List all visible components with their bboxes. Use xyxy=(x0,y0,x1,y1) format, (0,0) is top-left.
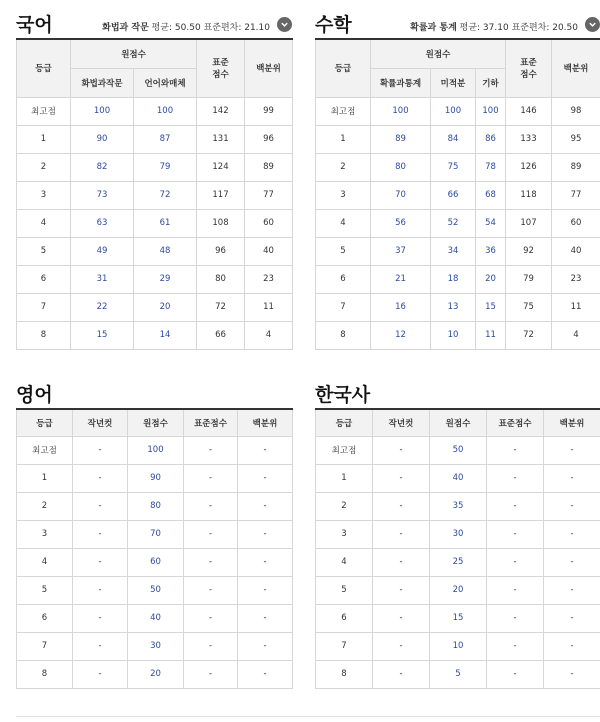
cell: 108 xyxy=(197,209,245,237)
cell: - xyxy=(238,548,293,576)
cell: - xyxy=(73,660,128,688)
cell: 96 xyxy=(245,125,293,153)
cell: - xyxy=(184,520,238,548)
table-row xyxy=(316,153,600,181)
grade-cell: 4 xyxy=(316,209,371,237)
cell: - xyxy=(238,492,293,520)
raw-score-cell: 100 xyxy=(71,97,134,125)
table-row xyxy=(316,492,600,520)
cell: 23 xyxy=(552,265,600,293)
table-row xyxy=(316,632,600,660)
raw-score-cell: 30 xyxy=(430,520,487,548)
raw-score-cell: 68 xyxy=(476,181,506,209)
stat-label: 화법과 작문 xyxy=(102,23,149,33)
raw-score-cell: 72 xyxy=(134,181,197,209)
raw-score-cell: 15 xyxy=(71,321,134,349)
cell: - xyxy=(238,576,293,604)
english-table xyxy=(16,408,293,689)
expand-toggle-button[interactable] xyxy=(585,17,600,32)
header-std: 표준 점수 xyxy=(506,39,552,97)
raw-score-cell: 50 xyxy=(430,436,487,464)
raw-score-cell: 73 xyxy=(71,181,134,209)
cell: - xyxy=(487,520,544,548)
grade-cell: 3 xyxy=(316,181,371,209)
table-row xyxy=(17,660,293,688)
cell: 60 xyxy=(552,209,600,237)
korean-table xyxy=(16,38,293,350)
cell: - xyxy=(544,604,600,632)
raw-score-cell: 100 xyxy=(128,436,184,464)
korean-stats xyxy=(102,20,270,33)
table-row xyxy=(17,293,293,321)
header-raw: 원점수 xyxy=(430,409,487,436)
raw-score-cell: 84 xyxy=(431,125,476,153)
table-row xyxy=(17,265,293,293)
stat-text: 평균: 50.50 표준편차: 21.10 xyxy=(151,23,270,33)
raw-score-cell: 36 xyxy=(476,237,506,265)
raw-score-cell: 10 xyxy=(431,321,476,349)
table-row xyxy=(17,492,293,520)
table-row xyxy=(316,660,600,688)
grade-cell: 3 xyxy=(17,181,71,209)
raw-score-cell: 25 xyxy=(430,548,487,576)
cell: 92 xyxy=(506,237,552,265)
cell: - xyxy=(544,576,600,604)
grade-cell: 최고점 xyxy=(17,97,71,125)
grade-cell: 4 xyxy=(316,548,373,576)
cell: - xyxy=(73,632,128,660)
raw-score-cell: 20 xyxy=(430,576,487,604)
raw-score-cell: 79 xyxy=(134,153,197,181)
raw-score-cell: 29 xyxy=(134,265,197,293)
raw-score-cell: 90 xyxy=(71,125,134,153)
raw-score-cell: 10 xyxy=(430,632,487,660)
raw-score-cell: 20 xyxy=(476,265,506,293)
section-title: 영어 xyxy=(16,384,53,406)
header-raw: 원점수 xyxy=(71,39,197,68)
math-table-body xyxy=(316,97,600,349)
grade-cell: 1 xyxy=(17,125,71,153)
cell: 4 xyxy=(245,321,293,349)
cell: - xyxy=(73,492,128,520)
cell: - xyxy=(373,632,430,660)
stat-label: 확률과 통계 xyxy=(410,23,457,33)
grade-cell: 1 xyxy=(17,464,73,492)
cell: - xyxy=(73,548,128,576)
raw-score-cell: 56 xyxy=(371,209,431,237)
grade-cell: 3 xyxy=(316,520,373,548)
table-row xyxy=(316,520,600,548)
raw-score-cell: 21 xyxy=(371,265,431,293)
cell: - xyxy=(184,436,238,464)
korean-section xyxy=(16,8,292,350)
expand-toggle-button[interactable] xyxy=(277,17,292,32)
cell: 131 xyxy=(197,125,245,153)
raw-score-cell: 40 xyxy=(128,604,184,632)
cell: 40 xyxy=(552,237,600,265)
raw-score-cell: 15 xyxy=(430,604,487,632)
grade-cell: 5 xyxy=(316,576,373,604)
cell: - xyxy=(238,436,293,464)
header-grade: 등급 xyxy=(316,409,373,436)
cell: - xyxy=(184,604,238,632)
raw-score-cell: 80 xyxy=(371,153,431,181)
cell: - xyxy=(544,520,600,548)
grade-cell: 1 xyxy=(316,125,371,153)
header-pct: 백분위 xyxy=(238,409,293,436)
chevron-down-icon xyxy=(280,20,289,29)
grade-cell: 1 xyxy=(316,464,373,492)
history-table xyxy=(315,408,600,689)
header-pct: 백분위 xyxy=(245,39,293,97)
cell: 95 xyxy=(552,125,600,153)
cell: - xyxy=(238,464,293,492)
cell: - xyxy=(373,436,430,464)
grade-cell: 최고점 xyxy=(316,436,373,464)
korean-header xyxy=(16,8,292,38)
cell: 118 xyxy=(506,181,552,209)
grade-cell: 2 xyxy=(316,153,371,181)
section-title: 국어 xyxy=(16,14,53,36)
chevron-down-icon xyxy=(588,20,597,29)
cell: 11 xyxy=(245,293,293,321)
grade-cell: 2 xyxy=(17,153,71,181)
raw-score-cell: 54 xyxy=(476,209,506,237)
grade-cell: 7 xyxy=(17,293,71,321)
math-table xyxy=(315,38,600,350)
cell: 133 xyxy=(506,125,552,153)
table-row xyxy=(17,209,293,237)
grade-cell: 최고점 xyxy=(17,436,73,464)
grade-cell: 2 xyxy=(316,492,373,520)
table-row xyxy=(316,436,600,464)
cell: - xyxy=(487,548,544,576)
raw-score-cell: 90 xyxy=(128,464,184,492)
table-row xyxy=(17,181,293,209)
grade-cell: 6 xyxy=(17,604,73,632)
raw-score-cell: 82 xyxy=(71,153,134,181)
cell: 124 xyxy=(197,153,245,181)
table-row xyxy=(316,181,600,209)
header-std: 표준 점수 xyxy=(197,39,245,97)
raw-score-cell: 86 xyxy=(476,125,506,153)
header-std: 표준점수 xyxy=(184,409,238,436)
cell: - xyxy=(184,576,238,604)
cell: - xyxy=(184,548,238,576)
raw-score-cell: 5 xyxy=(430,660,487,688)
cell: - xyxy=(544,464,600,492)
header-sub-geometry: 기하 xyxy=(476,68,506,97)
header-grade: 등급 xyxy=(316,39,371,97)
raw-score-cell: 70 xyxy=(371,181,431,209)
cell: - xyxy=(487,604,544,632)
cell: - xyxy=(184,660,238,688)
cell: - xyxy=(184,492,238,520)
cell: - xyxy=(184,632,238,660)
cell: - xyxy=(73,576,128,604)
grade-cell: 5 xyxy=(17,237,71,265)
table-row xyxy=(316,576,600,604)
raw-score-cell: 60 xyxy=(128,548,184,576)
raw-score-cell: 80 xyxy=(128,492,184,520)
cell: 126 xyxy=(506,153,552,181)
cell: - xyxy=(73,520,128,548)
cell: - xyxy=(487,492,544,520)
grade-cell: 8 xyxy=(17,660,73,688)
cell: 4 xyxy=(552,321,600,349)
korean-table-body xyxy=(17,97,293,349)
header-last-year-cut: 작년컷 xyxy=(73,409,128,436)
table-row xyxy=(17,97,293,125)
cell: - xyxy=(373,520,430,548)
cell: 77 xyxy=(245,181,293,209)
cell: - xyxy=(487,576,544,604)
raw-score-cell: 70 xyxy=(128,520,184,548)
history-header xyxy=(315,378,600,408)
cell: - xyxy=(487,464,544,492)
grade-cell: 3 xyxy=(17,520,73,548)
english-section xyxy=(16,378,292,689)
header-last-year-cut: 작년컷 xyxy=(373,409,430,436)
header-raw: 원점수 xyxy=(371,39,506,68)
table-row xyxy=(17,237,293,265)
cell: - xyxy=(373,604,430,632)
table-row xyxy=(17,464,293,492)
grade-cell: 최고점 xyxy=(316,97,371,125)
math-stats xyxy=(410,20,578,33)
table-row xyxy=(17,576,293,604)
grade-cell: 4 xyxy=(17,209,71,237)
cell: 96 xyxy=(197,237,245,265)
raw-score-cell: 66 xyxy=(431,181,476,209)
header-sub-language: 언어와매체 xyxy=(134,68,197,97)
raw-score-cell: 35 xyxy=(430,492,487,520)
footer-divider xyxy=(16,716,600,717)
cell: 75 xyxy=(506,293,552,321)
grade-cell: 5 xyxy=(316,237,371,265)
raw-score-cell: 87 xyxy=(134,125,197,153)
cell: - xyxy=(544,436,600,464)
header-sub-calculus: 미적분 xyxy=(431,68,476,97)
cell: - xyxy=(373,548,430,576)
cell: 80 xyxy=(197,265,245,293)
cell: - xyxy=(544,492,600,520)
raw-score-cell: 75 xyxy=(431,153,476,181)
table-row xyxy=(316,125,600,153)
raw-score-cell: 63 xyxy=(71,209,134,237)
english-table-body xyxy=(17,436,293,688)
raw-score-cell: 100 xyxy=(134,97,197,125)
grade-cell: 6 xyxy=(316,604,373,632)
grade-cell: 4 xyxy=(17,548,73,576)
raw-score-cell: 18 xyxy=(431,265,476,293)
table-row xyxy=(17,632,293,660)
history-table-body xyxy=(316,436,600,688)
cell: 107 xyxy=(506,209,552,237)
cell: - xyxy=(238,632,293,660)
raw-score-cell: 22 xyxy=(71,293,134,321)
cell: 146 xyxy=(506,97,552,125)
table-row xyxy=(316,237,600,265)
section-title: 수학 xyxy=(315,14,352,36)
cell: 98 xyxy=(552,97,600,125)
cell: 117 xyxy=(197,181,245,209)
raw-score-cell: 100 xyxy=(431,97,476,125)
cell: 66 xyxy=(197,321,245,349)
cell: - xyxy=(238,520,293,548)
raw-score-cell: 40 xyxy=(430,464,487,492)
header-grade: 등급 xyxy=(17,409,73,436)
raw-score-cell: 48 xyxy=(134,237,197,265)
cell: 60 xyxy=(245,209,293,237)
header-std: 표준점수 xyxy=(487,409,544,436)
raw-score-cell: 37 xyxy=(371,237,431,265)
grade-cell: 7 xyxy=(316,632,373,660)
cell: 23 xyxy=(245,265,293,293)
raw-score-cell: 52 xyxy=(431,209,476,237)
cell: 89 xyxy=(552,153,600,181)
cell: - xyxy=(373,660,430,688)
raw-score-cell: 20 xyxy=(134,293,197,321)
cell: - xyxy=(373,576,430,604)
header-grade: 등급 xyxy=(17,39,71,97)
grade-cell: 2 xyxy=(17,492,73,520)
cell: 89 xyxy=(245,153,293,181)
cell: 11 xyxy=(552,293,600,321)
table-row xyxy=(17,321,293,349)
table-row xyxy=(316,464,600,492)
table-row xyxy=(316,293,600,321)
header-sub-speech: 화법과작문 xyxy=(71,68,134,97)
cell: - xyxy=(373,464,430,492)
section-title: 한국사 xyxy=(315,384,371,406)
cell: 142 xyxy=(197,97,245,125)
grade-cell: 8 xyxy=(316,660,373,688)
grade-cell: 6 xyxy=(17,265,71,293)
cell: - xyxy=(73,464,128,492)
math-header xyxy=(315,8,600,38)
table-row xyxy=(17,520,293,548)
raw-score-cell: 14 xyxy=(134,321,197,349)
cell: - xyxy=(238,660,293,688)
cell: 99 xyxy=(245,97,293,125)
cell: - xyxy=(373,492,430,520)
raw-score-cell: 78 xyxy=(476,153,506,181)
raw-score-cell: 89 xyxy=(371,125,431,153)
raw-score-cell: 12 xyxy=(371,321,431,349)
header-pct: 백분위 xyxy=(544,409,600,436)
cell: - xyxy=(184,464,238,492)
table-row xyxy=(17,604,293,632)
cell: 72 xyxy=(506,321,552,349)
header-pct: 백분위 xyxy=(552,39,600,97)
table-row xyxy=(17,125,293,153)
cell: 72 xyxy=(197,293,245,321)
raw-score-cell: 49 xyxy=(71,237,134,265)
table-row xyxy=(316,604,600,632)
raw-score-cell: 11 xyxy=(476,321,506,349)
stat-text: 평균: 37.10 표준편차: 20.50 xyxy=(459,23,578,33)
raw-score-cell: 20 xyxy=(128,660,184,688)
table-row xyxy=(316,548,600,576)
cell: 77 xyxy=(552,181,600,209)
cell: - xyxy=(544,632,600,660)
cell: - xyxy=(544,660,600,688)
grade-cell: 7 xyxy=(316,293,371,321)
cell: - xyxy=(487,660,544,688)
header-sub-probability: 확률과통계 xyxy=(371,68,431,97)
raw-score-cell: 34 xyxy=(431,237,476,265)
cell: - xyxy=(487,436,544,464)
raw-score-cell: 100 xyxy=(476,97,506,125)
cell: - xyxy=(73,436,128,464)
table-row xyxy=(17,153,293,181)
grade-cell: 6 xyxy=(316,265,371,293)
raw-score-cell: 31 xyxy=(71,265,134,293)
header-raw: 원점수 xyxy=(128,409,184,436)
cell: - xyxy=(73,604,128,632)
raw-score-cell: 100 xyxy=(371,97,431,125)
table-row xyxy=(316,209,600,237)
table-row xyxy=(17,548,293,576)
english-header xyxy=(16,378,292,408)
table-row xyxy=(316,265,600,293)
grade-cell: 7 xyxy=(17,632,73,660)
grade-cell: 8 xyxy=(17,321,71,349)
cell: - xyxy=(487,632,544,660)
math-section xyxy=(315,8,600,350)
cell: 40 xyxy=(245,237,293,265)
cell: 79 xyxy=(506,265,552,293)
raw-score-cell: 16 xyxy=(371,293,431,321)
table-row xyxy=(316,321,600,349)
raw-score-cell: 61 xyxy=(134,209,197,237)
raw-score-cell: 50 xyxy=(128,576,184,604)
table-row xyxy=(316,97,600,125)
raw-score-cell: 15 xyxy=(476,293,506,321)
history-section xyxy=(315,378,600,689)
grade-cell: 8 xyxy=(316,321,371,349)
raw-score-cell: 30 xyxy=(128,632,184,660)
cell: - xyxy=(238,604,293,632)
raw-score-cell: 13 xyxy=(431,293,476,321)
cell: - xyxy=(544,548,600,576)
grade-cell: 5 xyxy=(17,576,73,604)
table-row xyxy=(17,436,293,464)
